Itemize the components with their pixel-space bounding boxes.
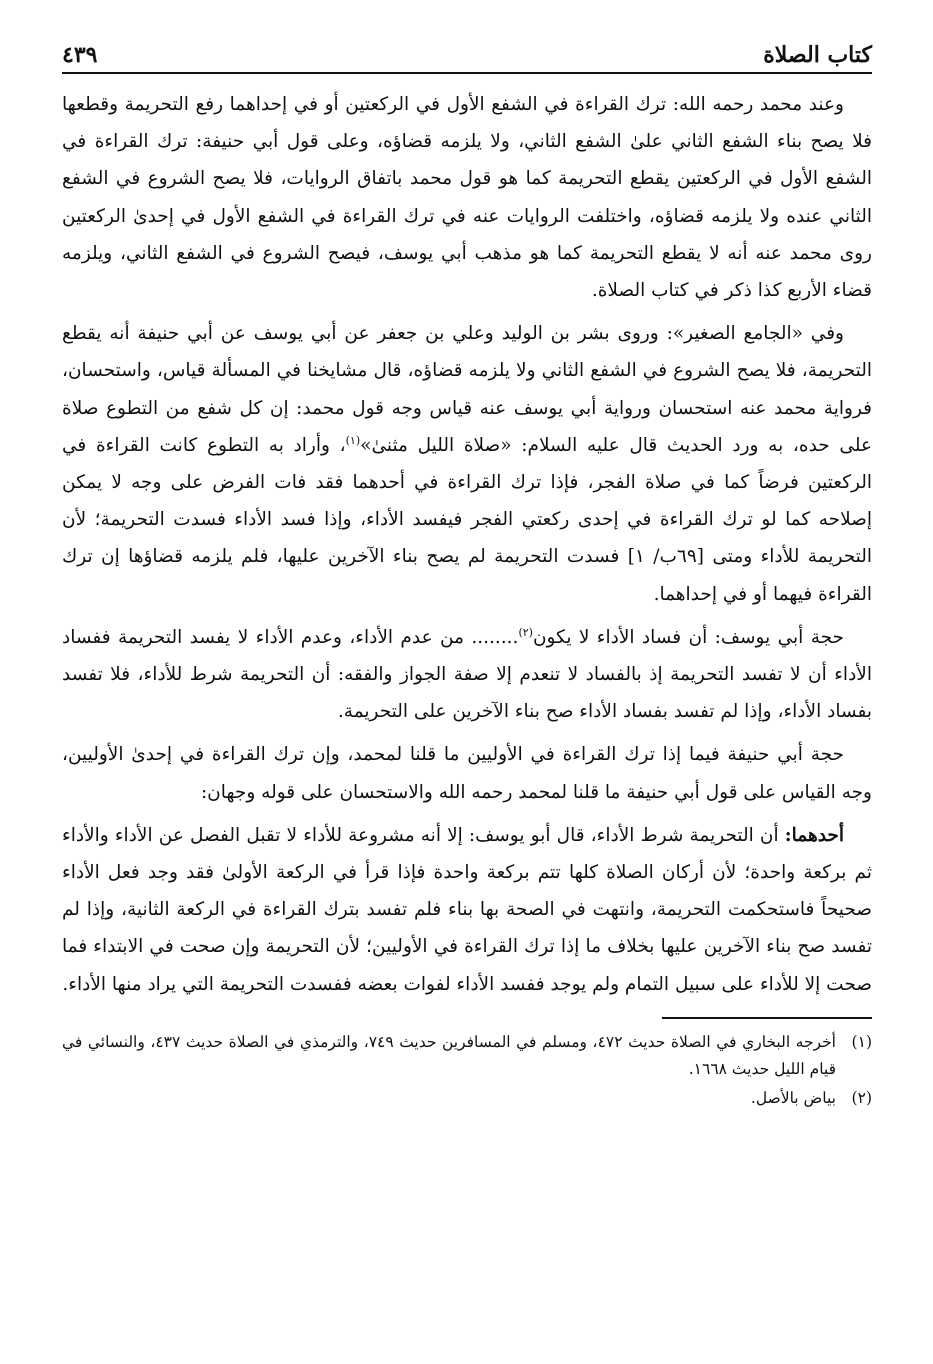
paragraph-text: وفي «الجامع الصغير»: وروى بشر بن الوليد وعلي بن جعفر عن أبي يوسف عن أبي حنيفة أنه يقطع التحريمة، فلا يصح الشروع في الشفع الثاني ولا يلزمه قضاؤه، قال مشايخنا في المسألة قياس، واستحسان، فرواية محمد عنه استحسان ورواية أبي يوسف عنه قياس وجه قول محمد: إن كل شفع من التطوع صلاة على حده، به ورد الحديث قال عليه السلام: «صلاة الليل مثنىٰ»	[62, 323, 873, 456]
paragraph	[62, 619, 872, 731]
footnote-item	[62, 1029, 872, 1083]
paragraph-text-continued: ........ من عدم الأداء، وعدم الأداء لا يفسد التحريمة ففساد الأداء أن لا تفسد التحريمة إذ بالفساد لا تنعدم إلا صفة الجواز والفقه: أن التحريمة شرط للأداء، فلا تفسد بفساد الأداء، وإذا لم تفسد بفساد الأداء صح بناء الآخرين على التحريمة.	[62, 626, 872, 723]
footnotes	[62, 1029, 872, 1112]
footnote-reference[interactable]: (٢)	[518, 625, 533, 639]
paragraph-text: حجة أبي يوسف: أن فساد الأداء لا يكون	[532, 626, 844, 648]
page-number: ٤٣٩	[62, 42, 98, 68]
main-text	[62, 86, 872, 1003]
paragraph-text: وعند محمد رحمه الله: ترك القراءة في الشفع الأول في الركعتين أو في إحداهما رفع التحريمة وقطعها فلا يصح بناء الشفع الثاني علىٰ الشفع الثاني، ولا يلزمه قضاؤه، وعلى قول أبي حنيفة: ترك القراءة في الشفع الأول في الركعتين يقطع التحريمة كما هو قول محمد باتفاق الروايات، فلا يصح الشروع في الشفع الثاني عنده ولا يلزمه قضاؤه، واختلفت الروايات عنه في ترك القراءة في الشفع الأول في إحدىٰ الركعتين روى محمد عنه أنه لا يقطع التحريمة كما هو مذهب أبي يوسف، فيصح الشروع في الشفع الثاني، ويلزمه قضاء الأربع كذا ذكر في كتاب الصلاة.	[62, 94, 872, 302]
paragraph	[62, 315, 872, 613]
paragraph	[62, 736, 872, 810]
paragraph	[62, 817, 872, 1003]
paragraph-lead: أحدهما:	[784, 824, 844, 846]
footnote-text: أخرجه البخاري في الصلاة حديث ٤٧٢، ومسلم في المسافرين حديث ٧٤٩، والترمذي في الصلاة حديث ٤٣٧، والنسائي في قيام الليل حديث ١٦٦٨.	[62, 1032, 836, 1078]
footnote-divider	[662, 1017, 872, 1019]
paragraph-text: حجة أبي حنيفة فيما إذا ترك القراءة في الأوليين ما قلنا لمحمد، وإن ترك القراءة في إحدىٰ الأوليين، وجه القياس على قول أبي حنيفة ما قلنا لمحمد رحمه الله والاستحسان على قوله وجهان:	[62, 744, 872, 803]
running-title: كتاب الصلاة	[763, 42, 872, 68]
footnote-number: (١)	[851, 1032, 872, 1051]
footnote-item	[62, 1085, 872, 1112]
paragraph-text: أن التحريمة شرط الأداء، قال أبو يوسف: إلا أنه مشروعة للأداء لا تقبل الفصل عن الأداء والأداء ثم بركعة واحدة؛ لأن أركان الصلاة كلها تتم بركعة واحدة فإذا قرأ في الركعة الأولىٰ فقد وجد فعل الأداء صحيحاً فاستحكمت التحريمة، وانتهت في الصحة بها بناء فلم تفسد بترك القراءة في الركعة الثانية، وإذا لم تفسد صح بناء الآخرين عليها بخلاف ما إذا ترك القراءة في الأوليين؛ لأن التحريمة وإن صحت في الابتداء فما صحت إلا للأداء على سبيل التمام ولم يوجد ففسد الأداء لفوات بعضه ففسدت التحريمة التي يراد منها الأداء.	[62, 824, 872, 995]
paragraph	[62, 86, 872, 309]
footnote-text: بياض بالأصل.	[750, 1088, 836, 1107]
paragraph-text-continued: ، وأراد به التطوع كانت القراءة في الركعتين فرضاً كما في صلاة الفجر، فإذا ترك القراءة في أحدهما فقد فات الفرض على وجه لا يمكن إصلاحه كما لو ترك القراءة في إحدى ركعتي الفجر فيفسد الأداء، وإذا فسد الأداء فسدت التحريمة؛ لأن التحريمة للأداء ومتى [٦٩ب/ ١] فسدت التحريمة لم يصح بناء الآخرين عليها، فلم يلزمه قضاؤها إن ترك القراءة فيهما أو في إحداهما.	[62, 434, 872, 605]
book-page	[62, 28, 872, 1338]
running-header	[62, 28, 872, 74]
footnote-number: (٢)	[851, 1088, 872, 1107]
footnote-reference[interactable]: (١)	[345, 433, 361, 447]
